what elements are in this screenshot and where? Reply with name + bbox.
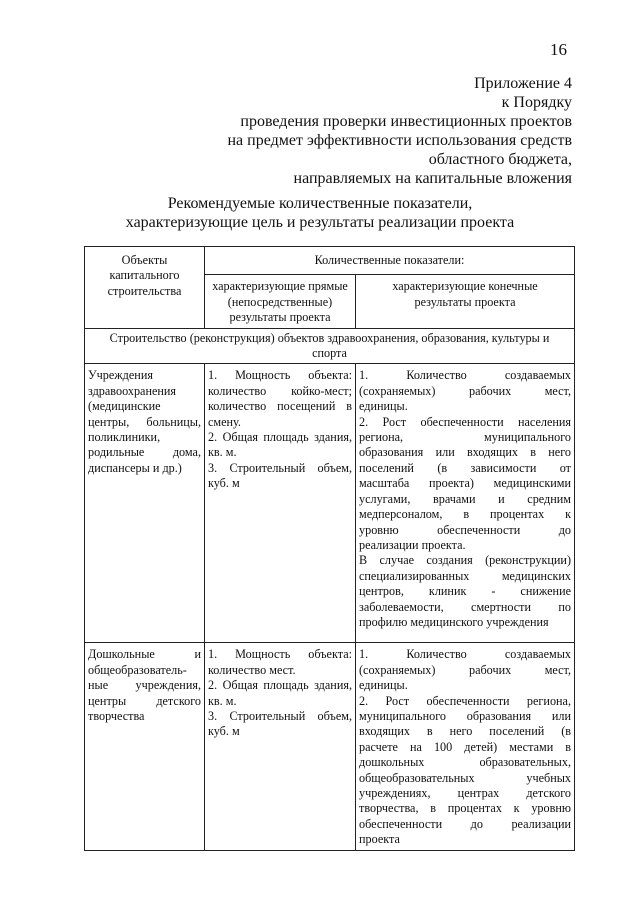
appendix-line: проведения проверки инвестиционных проектов <box>240 113 572 130</box>
row-final-line: уровню обеспеченности до <box>359 522 572 537</box>
row-final-line: образования или входящих в него <box>359 445 572 460</box>
row-final-line: 2. Рост обеспеченности региона, <box>359 693 572 708</box>
appendix-header <box>227 74 572 188</box>
table-row <box>85 643 575 850</box>
header-direct <box>205 275 356 328</box>
row-direct-line: 2. Общая площадь здания, <box>208 430 352 445</box>
header-direct-line: характеризующие прямые <box>212 279 348 294</box>
row-object-line: творчества <box>88 708 145 723</box>
row-direct-cell <box>205 364 356 643</box>
row-object-cell <box>85 364 205 643</box>
row-final-line: расчете на 100 детей) местами в <box>359 739 572 754</box>
row-final-line: муниципального образования или <box>359 708 572 723</box>
row-final-line: 1. Количество создаваемых <box>359 368 572 383</box>
row-final-line: творчества, в процентах к уровню <box>359 801 572 816</box>
row-final-line: (сохраняемых) рабочих мест, <box>359 662 572 677</box>
row-final-line: единицы. <box>359 678 408 693</box>
row-final-line: специализированных медицинских <box>359 568 572 583</box>
indicators-table <box>84 246 575 851</box>
row-final-line: услугами, врачами и средним <box>359 491 572 506</box>
row-object-line: центры детского <box>88 693 201 708</box>
row-direct-cell <box>205 643 356 850</box>
row-final-line: 2. Рост обеспеченности населения <box>359 414 572 429</box>
row-object-line: ные учреждения, <box>88 678 201 693</box>
appendix-line: Приложение 4 <box>474 75 572 92</box>
row-direct-line: 1. Мощность объекта: <box>208 647 352 662</box>
row-object-line: родильные дома, <box>88 445 201 460</box>
row-final-line: реализации проекта. <box>359 537 466 552</box>
appendix-line: направляемых на капитальные вложения <box>293 170 572 187</box>
row-direct-line: количество мест. <box>208 662 296 677</box>
row-final-line: общеобразовательных учебных <box>359 770 572 785</box>
row-direct-line: кв. м. <box>208 693 237 708</box>
row-final-line: В случае создания (реконструкции) <box>359 553 572 568</box>
header-final-line: характеризующие конечные <box>392 279 538 294</box>
row-final-line: проекта <box>359 832 400 847</box>
row-object-line: Учреждения <box>88 368 153 383</box>
row-final-line: 1. Количество создаваемых <box>359 647 572 662</box>
row-object-line: здравоохранения <box>88 383 177 398</box>
row-direct-line: количество койко-мест; <box>208 383 352 398</box>
title-line: характеризующие цель и результаты реализации проекта <box>125 214 515 231</box>
row-final-line: единицы. <box>359 399 408 414</box>
row-direct-line: куб. м <box>208 724 240 739</box>
row-final-line: масштаба проекта) медицинскими <box>359 476 572 491</box>
row-object-line: общеобразователь- <box>88 662 187 677</box>
header-objects-line: капитального <box>109 268 180 283</box>
row-final-line: центров, клиник - снижение <box>359 584 572 599</box>
header-objects <box>85 247 205 329</box>
appendix-line: на предмет эффективности использования средств <box>227 132 572 149</box>
row-final-line: поселений (в зависимости от <box>359 460 572 475</box>
appendix-line: областного бюджета, <box>428 151 572 168</box>
title-line: Рекомендуемые количественные показатели, <box>167 195 473 212</box>
row-object-line: поликлиники, <box>88 430 161 445</box>
row-final-line: медперсоналом, в процентах к <box>359 507 572 522</box>
header-final <box>356 275 575 328</box>
header-objects-line: Объекты <box>121 253 168 267</box>
row-direct-line: куб. м <box>208 476 240 491</box>
row-object-line: Дошкольные и <box>88 647 201 662</box>
row-direct-line: смену. <box>208 414 241 429</box>
section-line: Строительство (реконструкция) объектов здравоохранения, образования, культуры и <box>109 330 550 345</box>
row-final-line: обеспеченности до реализации <box>359 816 572 831</box>
row-direct-line: 1. Мощность объекта: <box>208 368 352 383</box>
page-number: 16 <box>550 40 567 59</box>
header-indicators: Количественные показатели: <box>205 247 575 275</box>
header-direct-line: результаты проекта <box>229 310 331 325</box>
row-final-cell <box>356 364 575 643</box>
header-objects-line: строительства <box>107 283 182 298</box>
row-final-line: (сохраняемых) рабочих мест, <box>359 383 572 398</box>
row-direct-line: 3. Строительный объем, <box>208 460 352 475</box>
row-final-line: входящих в него поселений (в <box>359 724 572 739</box>
row-object-cell <box>85 643 205 850</box>
appendix-line: к Порядку <box>501 94 572 111</box>
row-final-line: заболеваемости, смертности по <box>359 599 572 614</box>
document-title <box>60 194 580 232</box>
section-title <box>85 328 575 364</box>
row-final-line: дошкольных образовательных, <box>359 755 572 770</box>
header-direct-line: (непосредственные) <box>227 294 333 309</box>
row-direct-line: 3. Строительный объем, <box>208 708 352 723</box>
row-final-line: региона, муниципального <box>359 430 572 445</box>
table-row <box>85 364 575 643</box>
row-direct-line: кв. м. <box>208 445 237 460</box>
header-final-line: результаты проекта <box>414 294 516 309</box>
row-final-line: профилю медицинского учреждения <box>359 614 549 629</box>
row-final-line: учреждениях, центрах детского <box>359 786 572 800</box>
row-object-line: диспансеры и др.) <box>88 460 182 475</box>
row-direct-line: количество посещений в <box>208 399 352 414</box>
row-object-line: (медицинские <box>88 399 161 414</box>
section-line: спорта <box>312 346 347 361</box>
row-object-line: центры, больницы, <box>88 414 201 429</box>
section-row <box>85 328 575 364</box>
table-header-row <box>85 247 575 275</box>
row-direct-line: 2. Общая площадь здания, <box>208 678 352 693</box>
row-final-cell <box>356 643 575 850</box>
